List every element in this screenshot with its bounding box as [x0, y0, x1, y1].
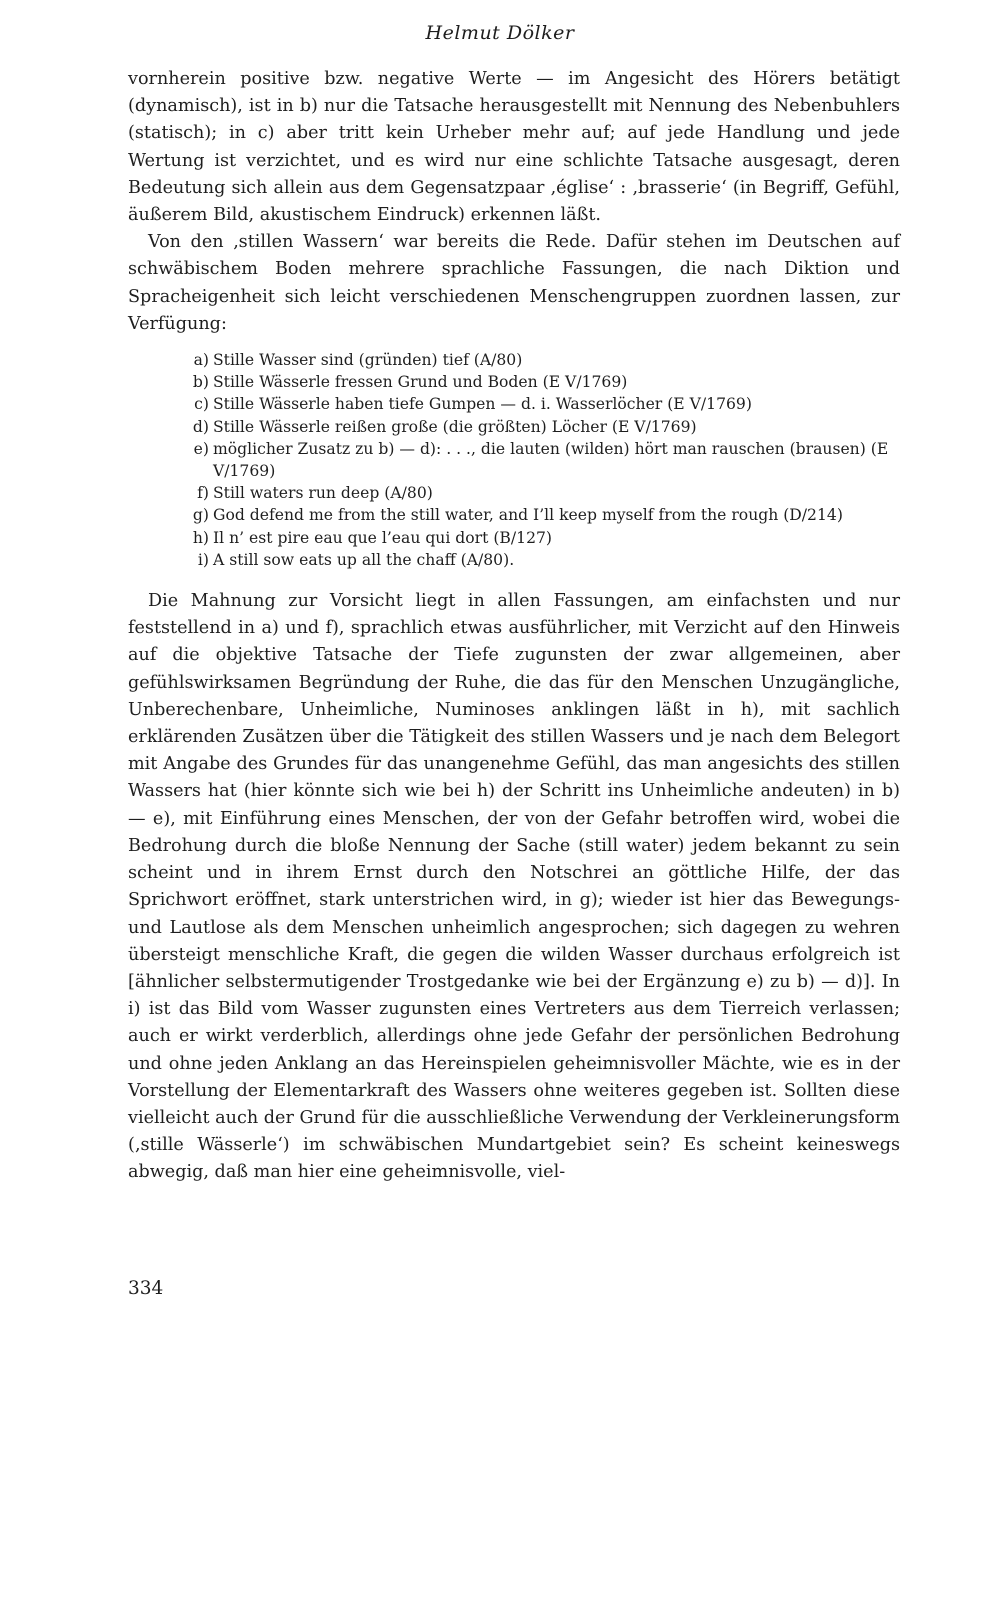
list-item-text: Still waters run deep (A/80) [213, 484, 433, 503]
list-item [173, 371, 900, 393]
list-item-letter: e ) [173, 438, 209, 460]
list-item-letter: d ) [173, 416, 209, 438]
paragraph-mahnung: Die Mahnung zur Vorsicht liegt in allen Fassungen, am einfachsten und nur feststellend in a) und f), sprachlich etwas ausführlicher, mit Verzicht auf den Hinweis auf die objektive Tatsache der Tiefe zugunsten der zwar allgemeinen, aber gefühlswirksamen Begründung der Ruhe, die das für den Menschen Unzugängliche, Unberechenbare, Unheimliche, Numinoses anklingen läßt in h), mit sachlich erklärenden Zusätzen über die Tätigkeit des stillen Wassers und je nach dem Belegort mit Angabe des Grundes für das unangenehme Gefühl, das man angesichts des stillen Wassers hat (hier könnte sich wie bei h) der Schritt ins Unheimliche andeuten) in b) — e), mit Einführung eines Menschen, der von der Gefahr betroffen wird, wobei die Bedrohung durch die bloße Nennung der Sache (still water) jedem bekannt zu sein scheint und in ihrem Ernst durch den Notschrei an göttliche Hilfe, der das Sprichwort eröffnet, stark unterstrichen wird, in g); wieder ist hier das Bewegungs- und Lautlose als dem Menschen unheimlich angesprochen; sich dagegen zu wehren übersteigt menschliche Kraft, die gegen die wilden Wasser durchaus erfolgreich ist [ähnlicher selbstermutigender Trostgedanke wie bei der Ergänzung e) zu b) — d)]. In i) ist das Bild vom Wasser zugunsten eines Vertreters aus dem Tierreich verlassen; auch er wirkt verderblich, allerdings ohne jede Gefahr der persönlichen Bedrohung und ohne jeden Anklang an das Hereinspielen geheimnisvoller Mächte, wie es in der Vorstellung der Elementarkraft des Wassers ohne weiteres gegeben ist. Sollten diese vielleicht auch der Grund für die ausschließliche Verwendung der Verkleinerungsform (‚stille Wässerle‘) im schwäbischen Mundartgebiet sein? Es scheint keineswegs abwegig, daß man hier eine geheimnisvolle, viel- [128, 591, 900, 1183]
list-item [173, 527, 900, 549]
list-item-text: Stille Wasser sind (gründen) tief (A/80) [213, 351, 523, 370]
list-item [173, 438, 900, 482]
proverb-list [128, 349, 900, 571]
list-item [173, 349, 900, 371]
list-item-letter: c ) [173, 393, 209, 415]
list-item [173, 393, 900, 415]
list-item-letter: g ) [173, 504, 209, 526]
paragraph-stille-wasser: Von den ‚stillen Wassern‘ war bereits die Rede. Dafür stehen im Deutschen auf schwäbischem Boden mehrere sprachliche Fassungen, die nach Diktion und Spracheigenheit sich leicht verschiedenen Menschengruppen zuordnen lassen, zur Verfügung: [128, 232, 900, 334]
list-item [173, 504, 900, 526]
running-header: Helmut Dölker [425, 22, 575, 44]
list-item-text: Stille Wässerle haben tiefe Gumpen — d. i. Wasserlöcher (E V/1769) [213, 395, 752, 414]
list-item [173, 549, 900, 571]
list-item-text: möglicher Zusatz zu b) — d): . . ., die lauten (wilden) hört man rauschen (brausen) (E V/1769) [213, 439, 889, 481]
list-item-text: Stille Wässerle reißen große (die größten) Löcher (E V/1769) [213, 417, 697, 436]
list-item-letter: f ) [173, 482, 209, 504]
list-item-text: Stille Wässerle fressen Grund und Boden (E V/1769) [213, 373, 628, 392]
list-item-letter: b ) [173, 371, 209, 393]
body-text [128, 66, 900, 1187]
list-item-text: Il n’ est pire eau que l’eau qui dort (B/127) [213, 528, 552, 547]
list-item-text: A still sow eats up all the chaff (A/80). [213, 550, 515, 569]
list-item-text: God defend me from the still water, and I’ll keep myself from the rough (D/214) [213, 506, 843, 525]
list-item [173, 416, 900, 438]
paragraph-continued: vornherein positive bzw. negative Werte — im Angesicht des Hörers betätigt (dynamisch), ist in b) nur die Tatsache herausgestellt mit Nennung des Nebenbuhlers (statisch); in c) aber tritt kein Urheber mehr auf; auf jede Handlung und jede Wertung ist verzichtet, und es wird nur eine schlichte Tatsache ausgesagt, deren Bedeutung sich allein aus dem Gegensatzpaar ‚église‘ : ‚brasserie‘ (in Begriff, Gefühl, äußerem Bild, akustischem Eindruck) erkennen läßt. [128, 69, 900, 226]
list-item [173, 482, 900, 504]
list-item-letter: i ) [173, 549, 209, 571]
list-item-letter: a ) [173, 349, 209, 371]
list-item-letter: h ) [173, 527, 209, 549]
page-number: 334 [128, 1278, 164, 1299]
